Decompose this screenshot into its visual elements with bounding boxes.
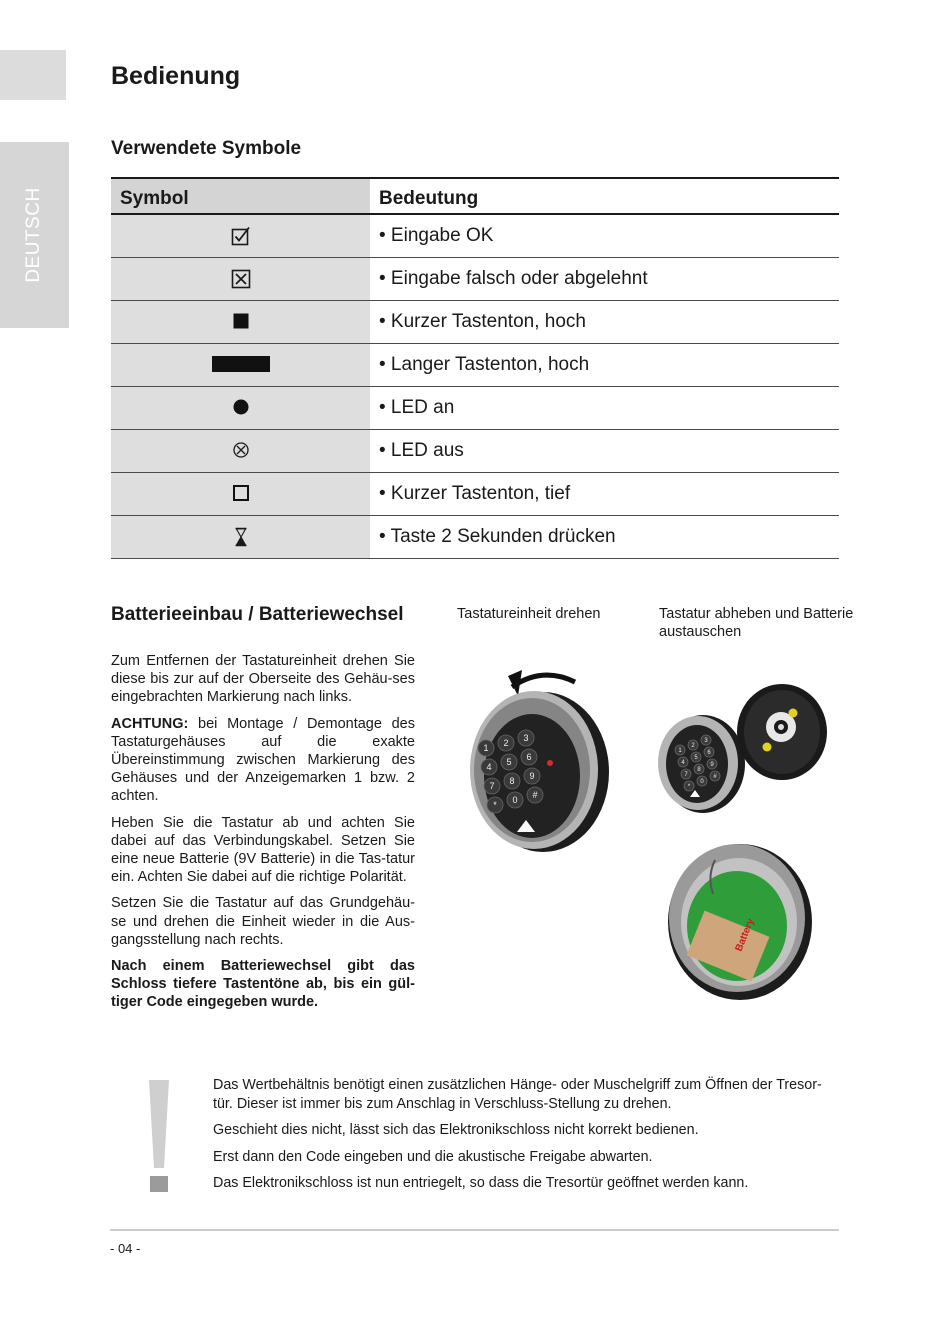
battery-paragraph: Zum Entfernen der Tastatureinheit drehen Sie diese bis zur auf der Oberseite des Gehäu-ses eingebrachten Markierung nach links. <box>111 653 415 706</box>
keypad-key-label: 7 <box>489 781 495 791</box>
keypad-key-label: 5 <box>506 757 512 767</box>
table-row <box>111 343 839 386</box>
battery-instructions <box>111 652 415 1020</box>
symbol-meaning: • Eingabe falsch oder abgelehnt <box>370 257 839 300</box>
battery-section-title: Batterieeinbau / Batteriewechsel <box>111 604 404 625</box>
table-row <box>111 472 839 515</box>
battery-housing-illustration <box>665 838 815 1003</box>
keypad-key-label: 0 <box>700 779 704 785</box>
keypad-key-label: 4 <box>486 762 492 772</box>
notice-box <box>213 1076 841 1201</box>
page-title: Bedienung <box>111 62 241 90</box>
cross-box-icon <box>231 269 251 289</box>
symbol-meaning: • Taste 2 Sekunden drücken <box>370 515 839 558</box>
keypad-key-label: 0 <box>512 795 518 805</box>
symbol-meaning: • LED an <box>370 386 839 429</box>
symbol-meaning: • Langer Tastenton, hoch <box>370 343 839 386</box>
table-row <box>111 386 839 429</box>
notice-line: Das Elektronikschloss ist nun entriegelt, so dass die Tresortür geöffnet werden kann. <box>213 1175 749 1192</box>
symbols-section-title: Verwendete Symbole <box>111 138 302 159</box>
caption-rotate-keypad: Tastatureinheit drehen <box>457 606 601 622</box>
outline-square-icon <box>232 484 250 502</box>
warning-text: bei Montage / Demontage des Tastaturgehäuses auf die exakte Übereinstimmung zwischen Markierung des Gehäuses und der Anzeigemarken 1 bzw. 2 achten. <box>111 715 415 805</box>
check-box-icon <box>231 226 251 246</box>
keypad-key-label: 2 <box>503 738 509 748</box>
symbol-meaning: • Kurzer Tastenton, hoch <box>370 300 839 343</box>
keypad-key-label: 8 <box>697 767 701 773</box>
keypad-key-label: # <box>532 790 538 800</box>
keypad-lid-illustration <box>732 680 832 785</box>
symbol-column-header: Symbol <box>111 178 370 214</box>
keypad-key-label: # <box>713 774 717 780</box>
keypad-key-label: 5 <box>694 755 698 761</box>
keypad-key-label: 2 <box>691 743 695 749</box>
symbol-meaning: • Eingabe OK <box>370 214 839 257</box>
table-row <box>111 515 839 558</box>
keypad-key-label: 6 <box>707 750 711 756</box>
keypad-key-label: 6 <box>526 752 532 762</box>
filled-circle-icon <box>232 398 250 416</box>
keypad-key-label: 3 <box>523 733 529 743</box>
keypad-key-label: 7 <box>684 772 688 778</box>
exclamation-icon <box>146 1080 172 1192</box>
table-row <box>111 429 839 472</box>
footer-divider <box>110 1229 839 1231</box>
keypad-key-label: * <box>687 784 691 790</box>
page-number: - 04 - <box>110 1241 141 1256</box>
notice-line: Geschieht dies nicht, lässt sich das Elektronikschloss nicht korrekt bedienen. <box>213 1122 699 1139</box>
table-row <box>111 214 839 257</box>
keypad-key-label: 8 <box>509 776 515 786</box>
small-filled-square-icon <box>232 312 250 330</box>
meaning-column-header: Bedeutung <box>370 178 839 214</box>
caption-lift-keypad: Tastatur abheben und Batterie austauschen <box>659 606 854 640</box>
table-row <box>111 257 839 300</box>
keypad-key-label: 1 <box>483 743 489 753</box>
table-row <box>111 300 839 343</box>
keypad-key-label: 9 <box>710 762 714 768</box>
keypad-rotate-illustration <box>450 660 620 865</box>
symbol-meaning: • Kurzer Tastenton, tief <box>370 472 839 515</box>
battery-note-paragraph: Nach einem Batteriewechsel gibt das Schloss tiefere Tastentöne ab, bis ein gül-tiger Code eingegeben wurde. <box>111 958 415 1011</box>
crossed-circle-icon <box>232 441 250 459</box>
hourglass-icon <box>234 527 248 547</box>
battery-label: Battery <box>733 917 757 954</box>
keypad-key-label: 1 <box>678 748 682 754</box>
keypad-key-label: * <box>493 800 497 810</box>
battery-warning-paragraph <box>111 715 415 806</box>
notice-line: Erst dann den Code eingeben und die akustische Freigabe abwarten. <box>213 1148 653 1165</box>
battery-paragraph: Heben Sie die Tastatur ab und achten Sie dabei auf das Verbindungskabel. Setzen Sie eine neue Batterie (9V Batterie) in die Tas-tatur ein. Achten Sie dabei auf die richtige Polarität. <box>111 814 415 886</box>
table-header-row <box>111 178 839 214</box>
long-filled-bar-icon <box>212 356 270 372</box>
side-tab-decoration <box>0 50 66 100</box>
keypad-key-label: 9 <box>529 771 535 781</box>
language-tab <box>0 142 69 328</box>
notice-line: Das Wertbehältnis benötigt einen zusätzlichen Hänge- oder Muschelgriff zum Öffnen der Tresor-tür. Dieser ist immer bis zum Anschlag in Verschluss-Stellung zu drehen. <box>213 1077 822 1112</box>
battery-paragraph: Setzen Sie die Tastatur auf das Grundgehäu-se und drehen die Einheit wieder in die Aus-gangsstellung nach rechts. <box>111 895 415 948</box>
warning-label: ACHTUNG: <box>111 715 189 732</box>
keypad-key-label: 4 <box>681 760 685 766</box>
keypad-key-label: 3 <box>704 738 708 744</box>
symbols-table <box>111 177 839 559</box>
rotate-arrow-icon <box>508 670 522 696</box>
language-tab-label: DEUTSCH <box>23 187 44 283</box>
symbol-meaning: • LED aus <box>370 429 839 472</box>
